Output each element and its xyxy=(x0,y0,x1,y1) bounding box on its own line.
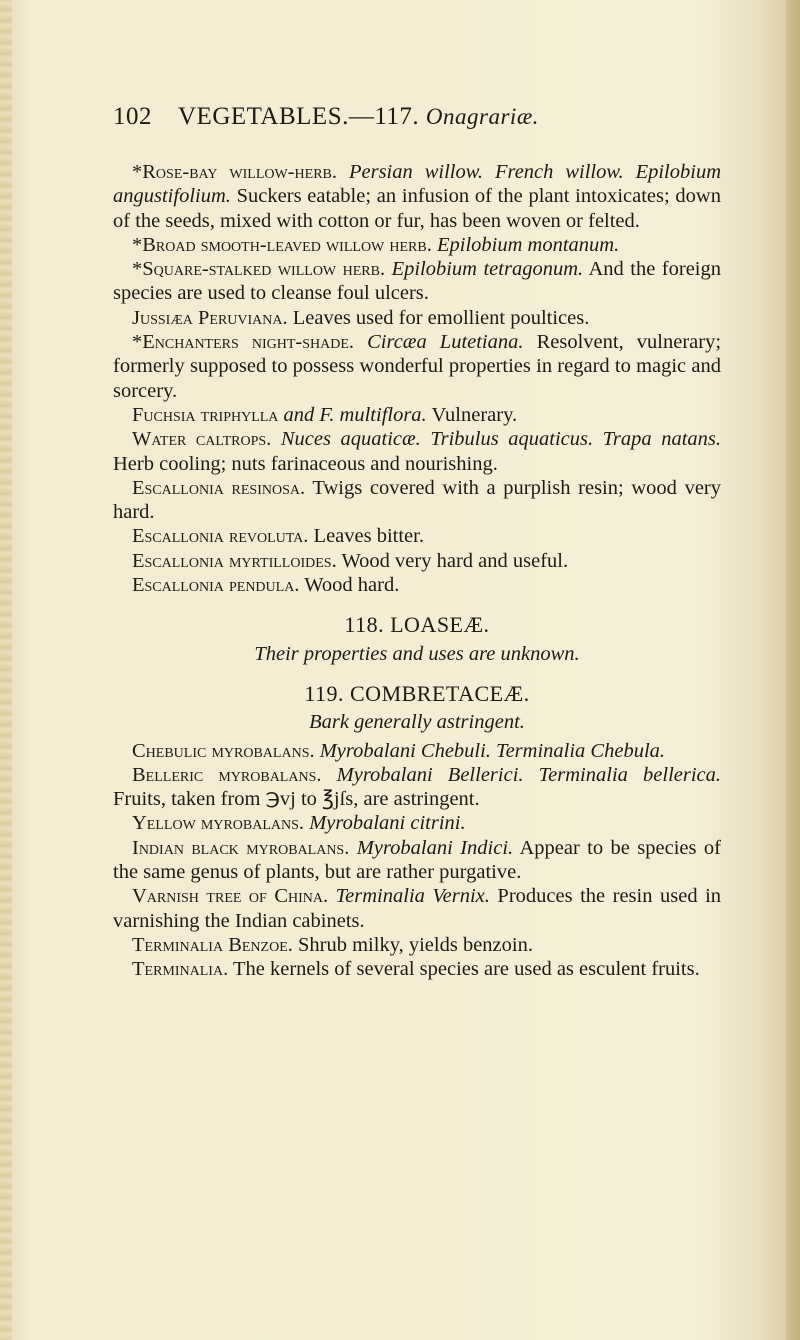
page-binding-edge xyxy=(0,0,12,1340)
entry xyxy=(113,476,721,525)
entry-name: Yellow myrobalans. xyxy=(132,812,305,835)
section-118-note: Their properties and uses are unknown. xyxy=(254,642,580,665)
page-content xyxy=(113,160,721,982)
section-119-note: Bark generally astringent. xyxy=(309,711,525,734)
entry xyxy=(113,739,721,763)
entry-latin: Epilobium tetragonum. xyxy=(391,258,584,281)
entry xyxy=(113,884,721,933)
section-119-title: 119. COMBRETACEÆ. xyxy=(304,680,530,706)
entry xyxy=(113,957,721,981)
entry-name: Water caltrops. xyxy=(132,428,272,451)
section-118-title: 118. LOASEÆ. xyxy=(344,612,490,638)
entry-name: Varnish tree of China. xyxy=(132,885,329,908)
entry-name: Terminalia Benzoe. xyxy=(132,933,293,956)
entry-text: Wood hard. xyxy=(304,574,400,597)
entry-text: Vulnerary. xyxy=(431,403,518,426)
page-outer-edge xyxy=(786,0,800,1340)
entry xyxy=(113,403,721,427)
entry-name: *Rose-bay willow-herb. xyxy=(132,161,338,183)
entry-name: Escallonia pendula. xyxy=(132,574,300,597)
entry xyxy=(113,811,721,835)
entry-text: Appear to be species of the same genus of plants, but are rather purgative. xyxy=(113,836,721,884)
entry-latin: Myrobalani Bellerici. Terminalia bellerica. xyxy=(336,763,722,786)
entry-latin: Epilobium montanum. xyxy=(436,233,620,256)
entry-name: Fuchsia triphylla xyxy=(132,403,279,426)
entry-name: *Broad smooth-leaved willow herb. xyxy=(132,233,432,256)
entry-name: *Square-stalked willow herb. xyxy=(132,258,386,281)
entry-latin: Circæa Lutetiana. xyxy=(367,331,524,354)
entry-text: Fruits, taken from ℈vj to ℥jſs, are astringent. xyxy=(113,788,480,811)
entry-text: And the foreign species are used to cleanse foul ulcers. xyxy=(113,258,721,305)
entry-text: Herb cooling; nuts farinaceous and nourishing. xyxy=(113,452,498,475)
entry-name: *Enchanters night-shade. xyxy=(132,331,355,354)
entry-name: Terminalia. xyxy=(132,958,229,981)
entry-latin: Nuces aquaticæ. Tribulus aquaticus. Trapa natans. xyxy=(280,428,721,451)
running-header xyxy=(113,103,733,131)
entry xyxy=(113,306,721,330)
entry-text: The kernels of several species are used as esculent fruits. xyxy=(232,958,700,981)
entry xyxy=(113,330,721,403)
entry xyxy=(113,549,721,573)
page-number: 102 xyxy=(113,103,152,130)
entry-latin: Myrobalani Chebuli. Terminalia Chebula. xyxy=(319,739,666,762)
section-117-entries xyxy=(113,160,721,597)
entry xyxy=(113,763,721,812)
entry-name: Indian black myrobalans. xyxy=(132,836,350,859)
entry xyxy=(113,427,721,476)
entry xyxy=(113,257,721,306)
entry-name: Jussiæa Peruviana. xyxy=(132,306,288,329)
entry-name: Escallonia revoluta. xyxy=(132,525,309,548)
section-119-entries xyxy=(113,739,721,982)
entry xyxy=(113,160,721,233)
entry-latin: and F. multiflora. xyxy=(283,403,427,426)
entry-name: Chebulic myrobalans. xyxy=(132,739,315,762)
header-title: VEGETABLES.—117. xyxy=(178,103,420,130)
entry-name: Escallonia resinosa. xyxy=(132,476,306,499)
entry-text: Leaves bitter. xyxy=(313,525,424,548)
entry xyxy=(113,573,721,597)
entry xyxy=(113,524,721,548)
entry-text: Shrub milky, yields benzoin. xyxy=(298,933,533,956)
entry-text: Resolvent, vulnerary; formerly supposed to possess wonderful properties in regard to magic and sorcery. xyxy=(113,331,722,402)
entry xyxy=(113,933,721,957)
entry-text: Suckers eatable; an infusion of the plant intoxicates; down of the seeds, mixed with cotton or fur, has been woven or felted. xyxy=(113,185,721,232)
entry-text: Wood very hard and useful. xyxy=(341,549,569,572)
entry-name: Belleric myrobalans. xyxy=(132,763,322,786)
entry-latin: Persian willow. French willow. Epilobium angustifolium. xyxy=(113,161,721,208)
entry-latin: Myrobalani citrini. xyxy=(309,812,466,835)
header-subtitle: Onagrariæ. xyxy=(425,104,539,129)
entry-text: Twigs covered with a purplish resin; wood very hard. xyxy=(113,476,721,524)
entry-text: Produces the resin used in varnishing the Indian cabinets. xyxy=(113,885,722,932)
entry-name: Escallonia myrtilloides. xyxy=(132,549,337,572)
entry xyxy=(113,836,721,885)
entry-latin: Terminalia Vernix. xyxy=(335,885,490,908)
entry xyxy=(113,233,721,257)
entry-latin: Myrobalani Indici. xyxy=(356,836,514,859)
entry-text: Leaves used for emollient poultices. xyxy=(292,306,590,329)
